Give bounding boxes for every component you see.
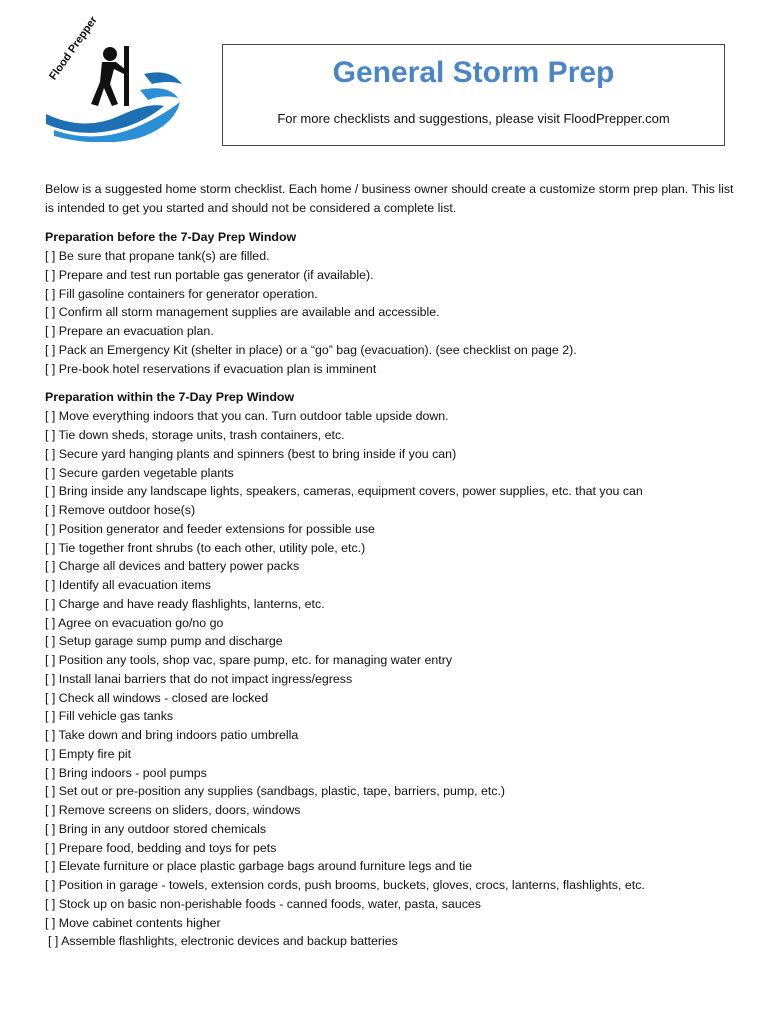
checklist-item: [ ] Remove screens on sliders, doors, windows xyxy=(45,803,301,817)
checklist-item: [ ] Charge and have ready flashlights, lanterns, etc. xyxy=(45,596,325,611)
section-heading: Preparation within the 7-Day Prep Window xyxy=(45,390,295,405)
checklist-item: [ ] Identify all evacuation items xyxy=(45,578,211,592)
checklist xyxy=(45,247,735,378)
checklist-item: [ ] Position any tools, shop vac, spare pump, etc. for managing water entry xyxy=(45,653,453,667)
checklist-item: [ ] Position in garage - towels, extension cords, push brooms, buckets, gloves, crocs, lanterns, flashlights, etc. xyxy=(45,878,645,892)
checklist-item: [ ] Elevate furniture or place plastic garbage bags around furniture legs and tie xyxy=(45,859,473,874)
checklist-item: [ ] Position generator and feeder extensions for possible use xyxy=(45,521,375,536)
section-before-prep-window xyxy=(45,228,735,378)
checklist-item: [ ] Tie together front shrubs (to each other, utility pole, etc.) xyxy=(45,540,366,555)
page-subtitle: For more checklists and suggestions, please visit FloodPrepper.com xyxy=(277,111,670,126)
checklist-item: [ ] Tie down sheds, storage units, trash containers, etc. xyxy=(45,428,345,442)
checklist-item: [ ] Remove outdoor hose(s) xyxy=(45,503,196,517)
flood-prepper-logo xyxy=(44,14,186,142)
checklist-item: [ ] Bring inside any landscape lights, speakers, cameras, equipment covers, power supplies, etc. that you can xyxy=(45,484,643,499)
checklist-item: [ ] Agree on evacuation go/no go xyxy=(45,615,224,630)
checklist-item: [ ] Empty fire pit xyxy=(45,746,132,761)
checklist-content xyxy=(45,180,735,951)
checklist-item: [ ] Move everything indoors that you can. Turn outdoor table upside down. xyxy=(45,409,449,424)
checklist-item: [ ] Secure yard hanging plants and spinners (best to bring inside if you can) xyxy=(45,446,457,461)
checklist-item: [ ] Fill vehicle gas tanks xyxy=(45,709,174,724)
checklist-item: [ ] Pre-book hotel reservations if evacuation plan is imminent xyxy=(45,361,377,376)
checklist-item: [ ] Pack an Emergency Kit (shelter in place) or a “go” bag (evacuation). (see checklist on page 2). xyxy=(45,342,577,357)
checklist-item: [ ] Prepare and test run portable gas generator (if available). xyxy=(45,267,374,282)
checklist-item: [ ] Stock up on basic non-perishable foods - canned foods, water, pasta, sauces xyxy=(45,896,482,911)
checklist-item: [ ] Setup garage sump pump and discharge xyxy=(45,634,283,649)
checklist-item: [ ] Be sure that propane tank(s) are filled. xyxy=(45,249,270,263)
checklist-item: [ ] Set out or pre-position any supplies (sandbags, plastic, tape, barriers, pump, etc.) xyxy=(45,784,506,799)
checklist-item: [ ] Confirm all storm management supplies are available and accessible. xyxy=(45,305,440,320)
checklist-item: [ ] Fill gasoline containers for generator operation. xyxy=(45,286,318,301)
checklist-item: [ ] Check all windows - closed are locked xyxy=(45,690,269,705)
page-title: General Storm Prep xyxy=(332,56,615,89)
checklist-item: [ ] Bring indoors - pool pumps xyxy=(45,765,207,780)
checklist xyxy=(45,407,735,951)
logo-text: Flood Prepper xyxy=(47,14,100,83)
title-box xyxy=(222,44,725,146)
checklist-item: [ ] Assemble flashlights, electronic devices and backup batteries xyxy=(48,934,398,949)
checklist-item: [ ] Take down and bring indoors patio umbrella xyxy=(45,728,299,742)
checklist-item: [ ] Prepare food, bedding and toys for pets xyxy=(45,840,277,855)
section-heading: Preparation before the 7-Day Prep Window xyxy=(45,230,297,244)
intro-paragraph: Below is a suggested home storm checklist. Each home / business owner should create a customize storm prep plan. This list is intended to get you started and should not be considered a complete list. xyxy=(45,182,734,215)
checklist-item: [ ] Secure garden vegetable plants xyxy=(45,465,234,480)
checklist-item: [ ] Install lanai barriers that do not impact ingress/egress xyxy=(45,671,353,686)
section-within-prep-window xyxy=(45,388,735,951)
checklist-item: [ ] Prepare an evacuation plan. xyxy=(45,324,214,338)
checklist-item: [ ] Move cabinet contents higher xyxy=(45,915,221,930)
checklist-item: [ ] Charge all devices and battery power packs xyxy=(45,559,300,574)
checklist-item: [ ] Bring in any outdoor stored chemicals xyxy=(45,821,267,836)
